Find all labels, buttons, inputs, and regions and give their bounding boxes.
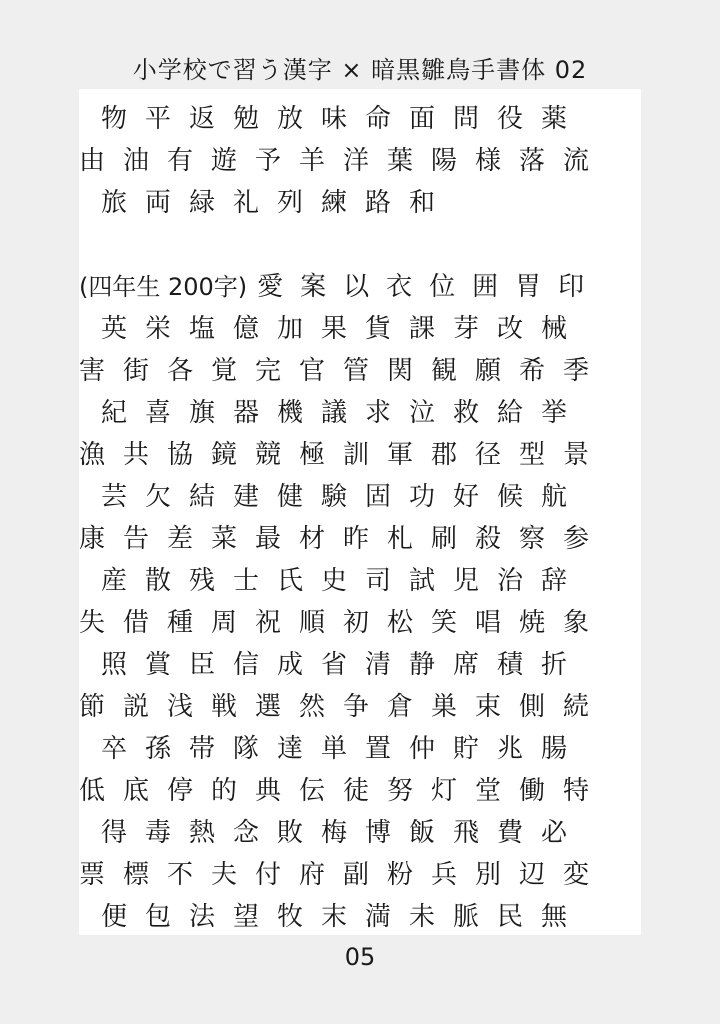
- kanji-line-text: 物平返勉放味命面問役薬: [101, 104, 586, 134]
- kanji-line: [79, 435, 641, 475]
- kanji-line-text: 卒孫帯隊達単置仲貯兆腸: [101, 734, 586, 764]
- kanji-line: [79, 687, 641, 727]
- kanji-line: [79, 519, 641, 559]
- kanji-line: [79, 309, 641, 349]
- kanji-line: [79, 855, 641, 895]
- kanji-sheet: [79, 89, 641, 935]
- kanji-line: [79, 183, 641, 223]
- section-label: (四年生 200字): [79, 273, 248, 301]
- kanji-line-text: 害街各覚完官管関観願希季: [79, 356, 608, 386]
- kanji-line-text: 由油有遊予羊洋葉陽様落流: [79, 146, 608, 176]
- kanji-line: [79, 813, 641, 853]
- kanji-line: [79, 141, 641, 181]
- page-number: 05: [344, 943, 376, 971]
- kanji-line: [79, 477, 641, 517]
- kanji-line-text: 得毒熱念敗梅博飯飛費必: [101, 818, 586, 848]
- kanji-line-text: 漁共協鏡競極訓軍郡径型景: [79, 440, 608, 470]
- page-title: 小学校で習う漢字 × 暗黒雛鳥手書体 02: [132, 56, 588, 84]
- kanji-line: [79, 645, 641, 685]
- section-chars: 愛案以衣位囲胃印: [257, 272, 602, 302]
- kanji-line-text: 紀喜旗器機議求泣救給挙: [101, 398, 586, 428]
- kanji-line: [79, 351, 641, 391]
- kanji-line-text: 英栄塩億加果貨課芽改械: [101, 314, 586, 344]
- kanji-line: [79, 393, 641, 433]
- kanji-line: [79, 729, 641, 769]
- kanji-line-text: 康告差菜最材昨札刷殺察参: [79, 524, 608, 554]
- kanji-line: [79, 99, 641, 139]
- kanji-line-text: 票標不夫付府副粉兵別辺変: [79, 860, 608, 890]
- kanji-line: [79, 771, 641, 811]
- kanji-line-text: 低底停的典伝徒努灯堂働特: [79, 776, 608, 806]
- kanji-line-text: 節説浅戦選然争倉巣束側続: [79, 692, 608, 722]
- kanji-line-text: 便包法望牧末満未脈民無: [101, 902, 586, 932]
- kanji-line: [79, 603, 641, 643]
- kanji-line-text: 旅両緑礼列練路和: [101, 188, 454, 218]
- kanji-line-text: 産散残士氏史司試児治辞: [101, 566, 586, 596]
- kanji-line-text: 照賞臣信成省清静席積折: [101, 650, 586, 680]
- section-heading-line: [79, 267, 641, 307]
- kanji-line-text: 芸欠結建健験固功好候航: [101, 482, 586, 512]
- kanji-line: [79, 561, 641, 601]
- kanji-line: [79, 897, 641, 937]
- kanji-line-text: 失借種周祝順初松笑唱焼象: [79, 608, 608, 638]
